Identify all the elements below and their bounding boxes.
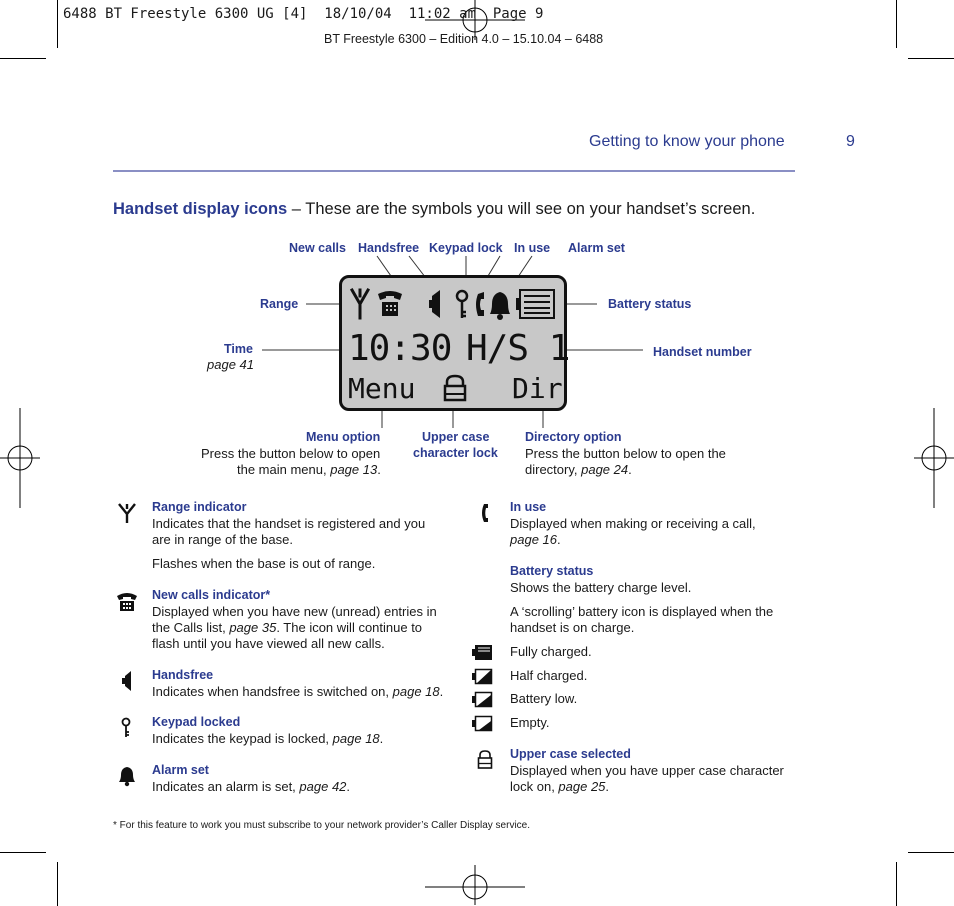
edition-line: BT Freestyle 6300 – Edition 4.0 – 15.10.04 – 6488 xyxy=(324,32,604,46)
keypad-page: page 18 xyxy=(332,731,380,746)
range-icon xyxy=(116,502,138,524)
in-use-page-line: page 16. xyxy=(510,532,561,547)
upper-line-2: lock on, page 25. xyxy=(510,779,610,794)
lcd-lock-icon xyxy=(442,374,468,402)
upper-title: Upper case selected xyxy=(510,747,631,761)
in-use-page: page 16 xyxy=(510,532,557,547)
battery-low-icon xyxy=(472,689,494,711)
handsfree-page: page 18 xyxy=(392,684,440,699)
handsfree-title: Handsfree xyxy=(152,668,214,682)
intro-title: Handset display icons xyxy=(113,200,288,218)
lcd-handset: H/S 1 xyxy=(466,328,570,369)
section-title: Getting to know your phone xyxy=(589,133,785,150)
battery-empty-text: Empty. xyxy=(510,715,550,730)
dir-desc-2: directory, page 24. xyxy=(525,462,632,477)
keypad-line-text: Indicates the keypad is locked, xyxy=(152,731,333,746)
alarm-title: Alarm set xyxy=(152,763,209,777)
label-upper-case-2: character lock xyxy=(413,446,498,460)
new-calls-title: New calls indicator* xyxy=(152,588,271,602)
battery-full-icon xyxy=(472,642,494,664)
intro-text: – These are the symbols you will see on your handset’s screen. xyxy=(287,200,756,218)
upper-line-1: Displayed when you have upper case character xyxy=(510,763,784,778)
bell-icon xyxy=(116,765,138,787)
battery-title: Battery status xyxy=(510,564,594,578)
new-calls-after: . The icon will continue to xyxy=(276,620,423,635)
dir-page: page 24 xyxy=(581,462,629,477)
lcd-icon-row xyxy=(348,286,560,322)
label-range: Range xyxy=(260,297,299,311)
keypad-line: Indicates the keypad is locked, page 18. xyxy=(152,731,384,746)
battery-full-text: Fully charged. xyxy=(510,644,592,659)
range-line-2: are in range of the base. xyxy=(152,532,293,547)
new-calls-page: page 35 xyxy=(229,620,277,635)
alarm-line: Indicates an alarm is set, page 42. xyxy=(152,779,351,794)
keypad-title: Keypad locked xyxy=(152,715,241,729)
new-calls-line-2 xyxy=(152,620,422,636)
lcd-screen xyxy=(339,275,570,411)
menu-desc-2-text: the main menu, xyxy=(237,462,331,477)
label-handsfree: Handsfree xyxy=(358,241,420,255)
range-title: Range indicator xyxy=(152,500,247,514)
upper-page: page 25 xyxy=(558,779,606,794)
dir-desc-1: Press the button below to open the xyxy=(525,446,726,461)
battery-scroll-2: handset is on charge. xyxy=(510,620,635,635)
menu-desc-2: the main menu, page 13. xyxy=(237,462,381,477)
label-alarm-set: Alarm set xyxy=(568,241,625,255)
range-line-1: Indicates that the handset is registered and you xyxy=(152,516,426,531)
battery-low-text: Battery low. xyxy=(510,691,578,706)
phone-icon xyxy=(116,590,138,612)
dir-desc-2-text: directory, xyxy=(525,462,582,477)
speaker-icon xyxy=(116,670,138,692)
label-directory-option: Directory option xyxy=(525,430,622,444)
handsfree-line-text: Indicates when handsfree is switched on, xyxy=(152,684,393,699)
label-keypad-lock: Keypad lock xyxy=(429,241,503,255)
footnote: * For this feature to work you must subscribe to your network provider’s Caller Display service. xyxy=(113,820,531,831)
in-use-icon xyxy=(476,502,498,524)
label-new-calls: New calls xyxy=(289,241,346,255)
label-battery-status: Battery status xyxy=(608,297,692,311)
battery-half-text: Half charged. xyxy=(510,668,588,683)
label-time: Time xyxy=(224,342,253,356)
label-time-page: page 41 xyxy=(207,357,254,372)
battery-line: Shows the battery charge level. xyxy=(510,580,692,595)
new-calls-line-2-text: the Calls list, xyxy=(152,620,230,635)
alarm-line-text: Indicates an alarm is set, xyxy=(152,779,300,794)
new-calls-line-1: Displayed when you have new (unread) entries in xyxy=(152,604,437,619)
menu-desc-1: Press the button below to open xyxy=(201,446,381,461)
in-use-line: Displayed when making or receiving a call, xyxy=(510,516,756,531)
print-slug: 6488 BT Freestyle 6300 UG [4] 18/10/04 11:02 am Page 9 xyxy=(63,6,544,22)
label-in-use: In use xyxy=(514,241,551,255)
lcd-dir-softkey: Dir xyxy=(512,372,563,405)
battery-half-icon xyxy=(472,666,494,688)
battery-empty-icon xyxy=(472,713,494,735)
in-use-title: In use xyxy=(510,500,547,514)
handsfree-line: Indicates when handsfree is switched on, page 18. xyxy=(152,684,444,699)
new-calls-line-3: flash until you have viewed all new calls. xyxy=(152,636,385,651)
upper-case-icon xyxy=(474,749,496,771)
key-icon xyxy=(116,717,138,739)
page-number: 9 xyxy=(846,133,855,150)
label-handset-number: Handset number xyxy=(653,345,752,359)
label-upper-case-1: Upper case xyxy=(422,430,490,444)
range-extra: Flashes when the base is out of range. xyxy=(152,556,376,571)
upper-line-2-text: lock on, xyxy=(510,779,559,794)
menu-page: page 13 xyxy=(330,462,378,477)
lcd-time: 10:30 xyxy=(348,328,452,369)
battery-scroll-1: A ‘scrolling’ battery icon is displayed when the xyxy=(510,604,774,619)
lcd-menu-softkey: Menu xyxy=(348,372,416,405)
label-menu-option: Menu option xyxy=(306,430,381,444)
alarm-page: page 42 xyxy=(299,779,347,794)
